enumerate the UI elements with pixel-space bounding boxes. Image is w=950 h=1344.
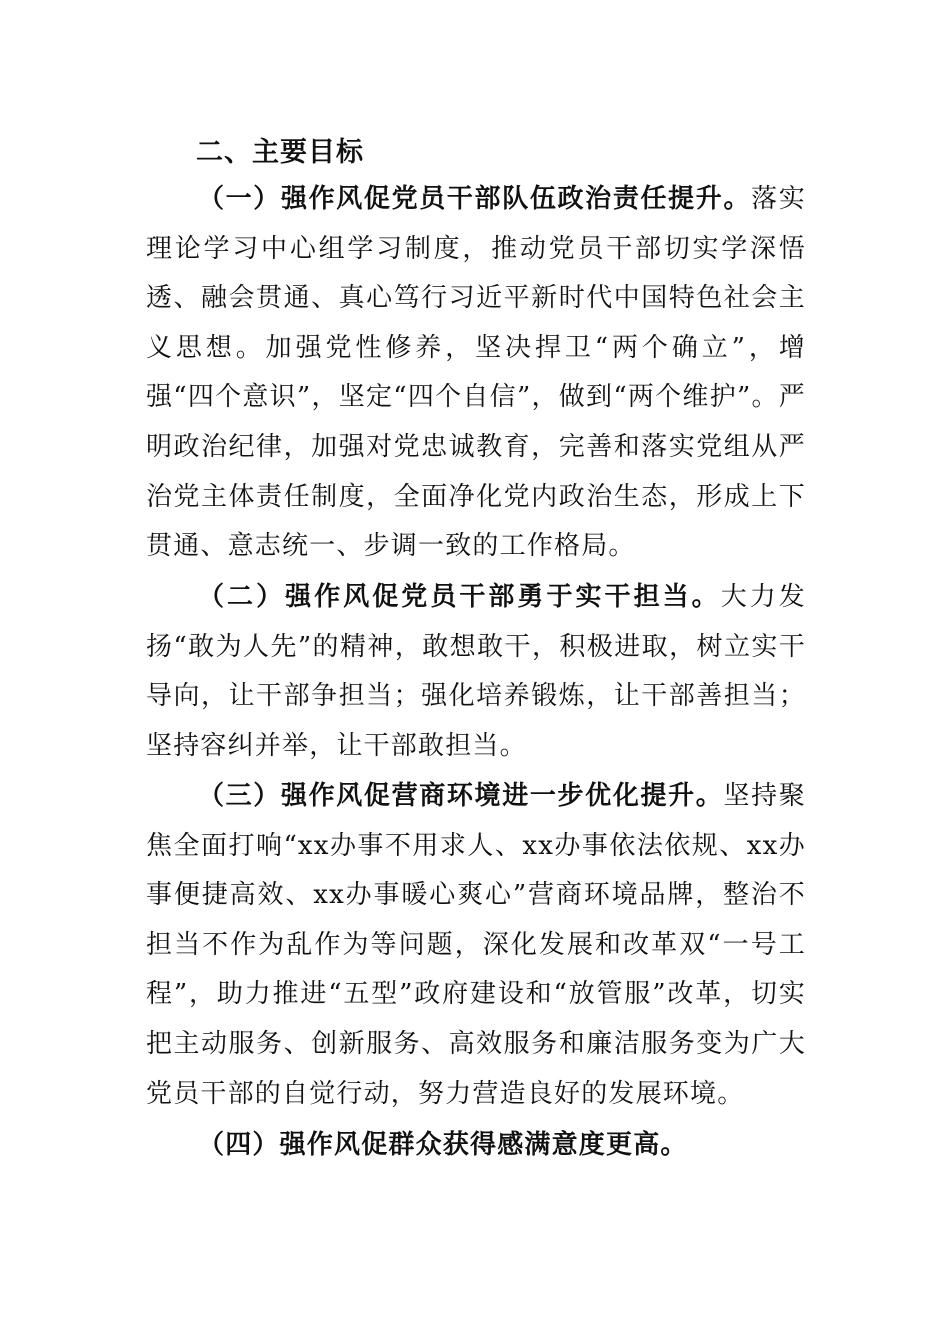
paragraph-2 (146, 573, 806, 771)
paragraph-1-lead: （一）强作风促党员干部队伍政治责任提升。 (198, 184, 752, 214)
paragraph-3 (146, 772, 806, 1119)
paragraph-3-lead: （三）强作风促营商环境进一步优化提升。 (198, 781, 724, 811)
paragraph-4-lead: （四）强作风促群众获得感满意度更高。 (198, 1130, 688, 1160)
paragraph-3-body: 坚持聚焦全面打响“xx办事不用求人、xx办事依法依规、xx办事便捷高效、xx办事暖心爽心”营商环境品牌，整治不担当不作为乱作为等问题，深化发展和改革双“一号工程”，助力推进“五型”政府建设和“放管服”改革，切实把主动服务、创新服务、高效服务和廉洁服务变为广大党员干部的自觉行动，努力营造良好的发展环境。 (146, 781, 806, 1109)
paragraph-4 (146, 1121, 806, 1171)
paragraph-1 (146, 175, 806, 572)
paragraph-1-body: 落实理论学习中心组学习制度，推动党员干部切实学深悟透、融会贯通、真心笃行习近平新时代中国特色社会主义思想。加强党性修养，坚决捍卫“两个确立”，增强“四个意识”，坚定“四个自信”，做到“两个维护”。严明政治纪律，加强对党忠诚教育，完善和落实党组从严治党主体责任制度，全面净化党内政治生态，形成上下贯通、意志统一、步调一致的工作格局。 (146, 184, 806, 562)
paragraph-2-body: 大力发扬“敢为人先”的精神，敢想敢干，积极进取，树立实干导向，让干部争担当；强化培养锻炼，让干部善担当；坚持容纠并举，让干部敢担当。 (146, 582, 806, 761)
section-heading: 二、主要目标 (196, 137, 364, 168)
paragraph-2-lead: （二）强作风促党员干部勇于实干担当。 (198, 582, 721, 612)
